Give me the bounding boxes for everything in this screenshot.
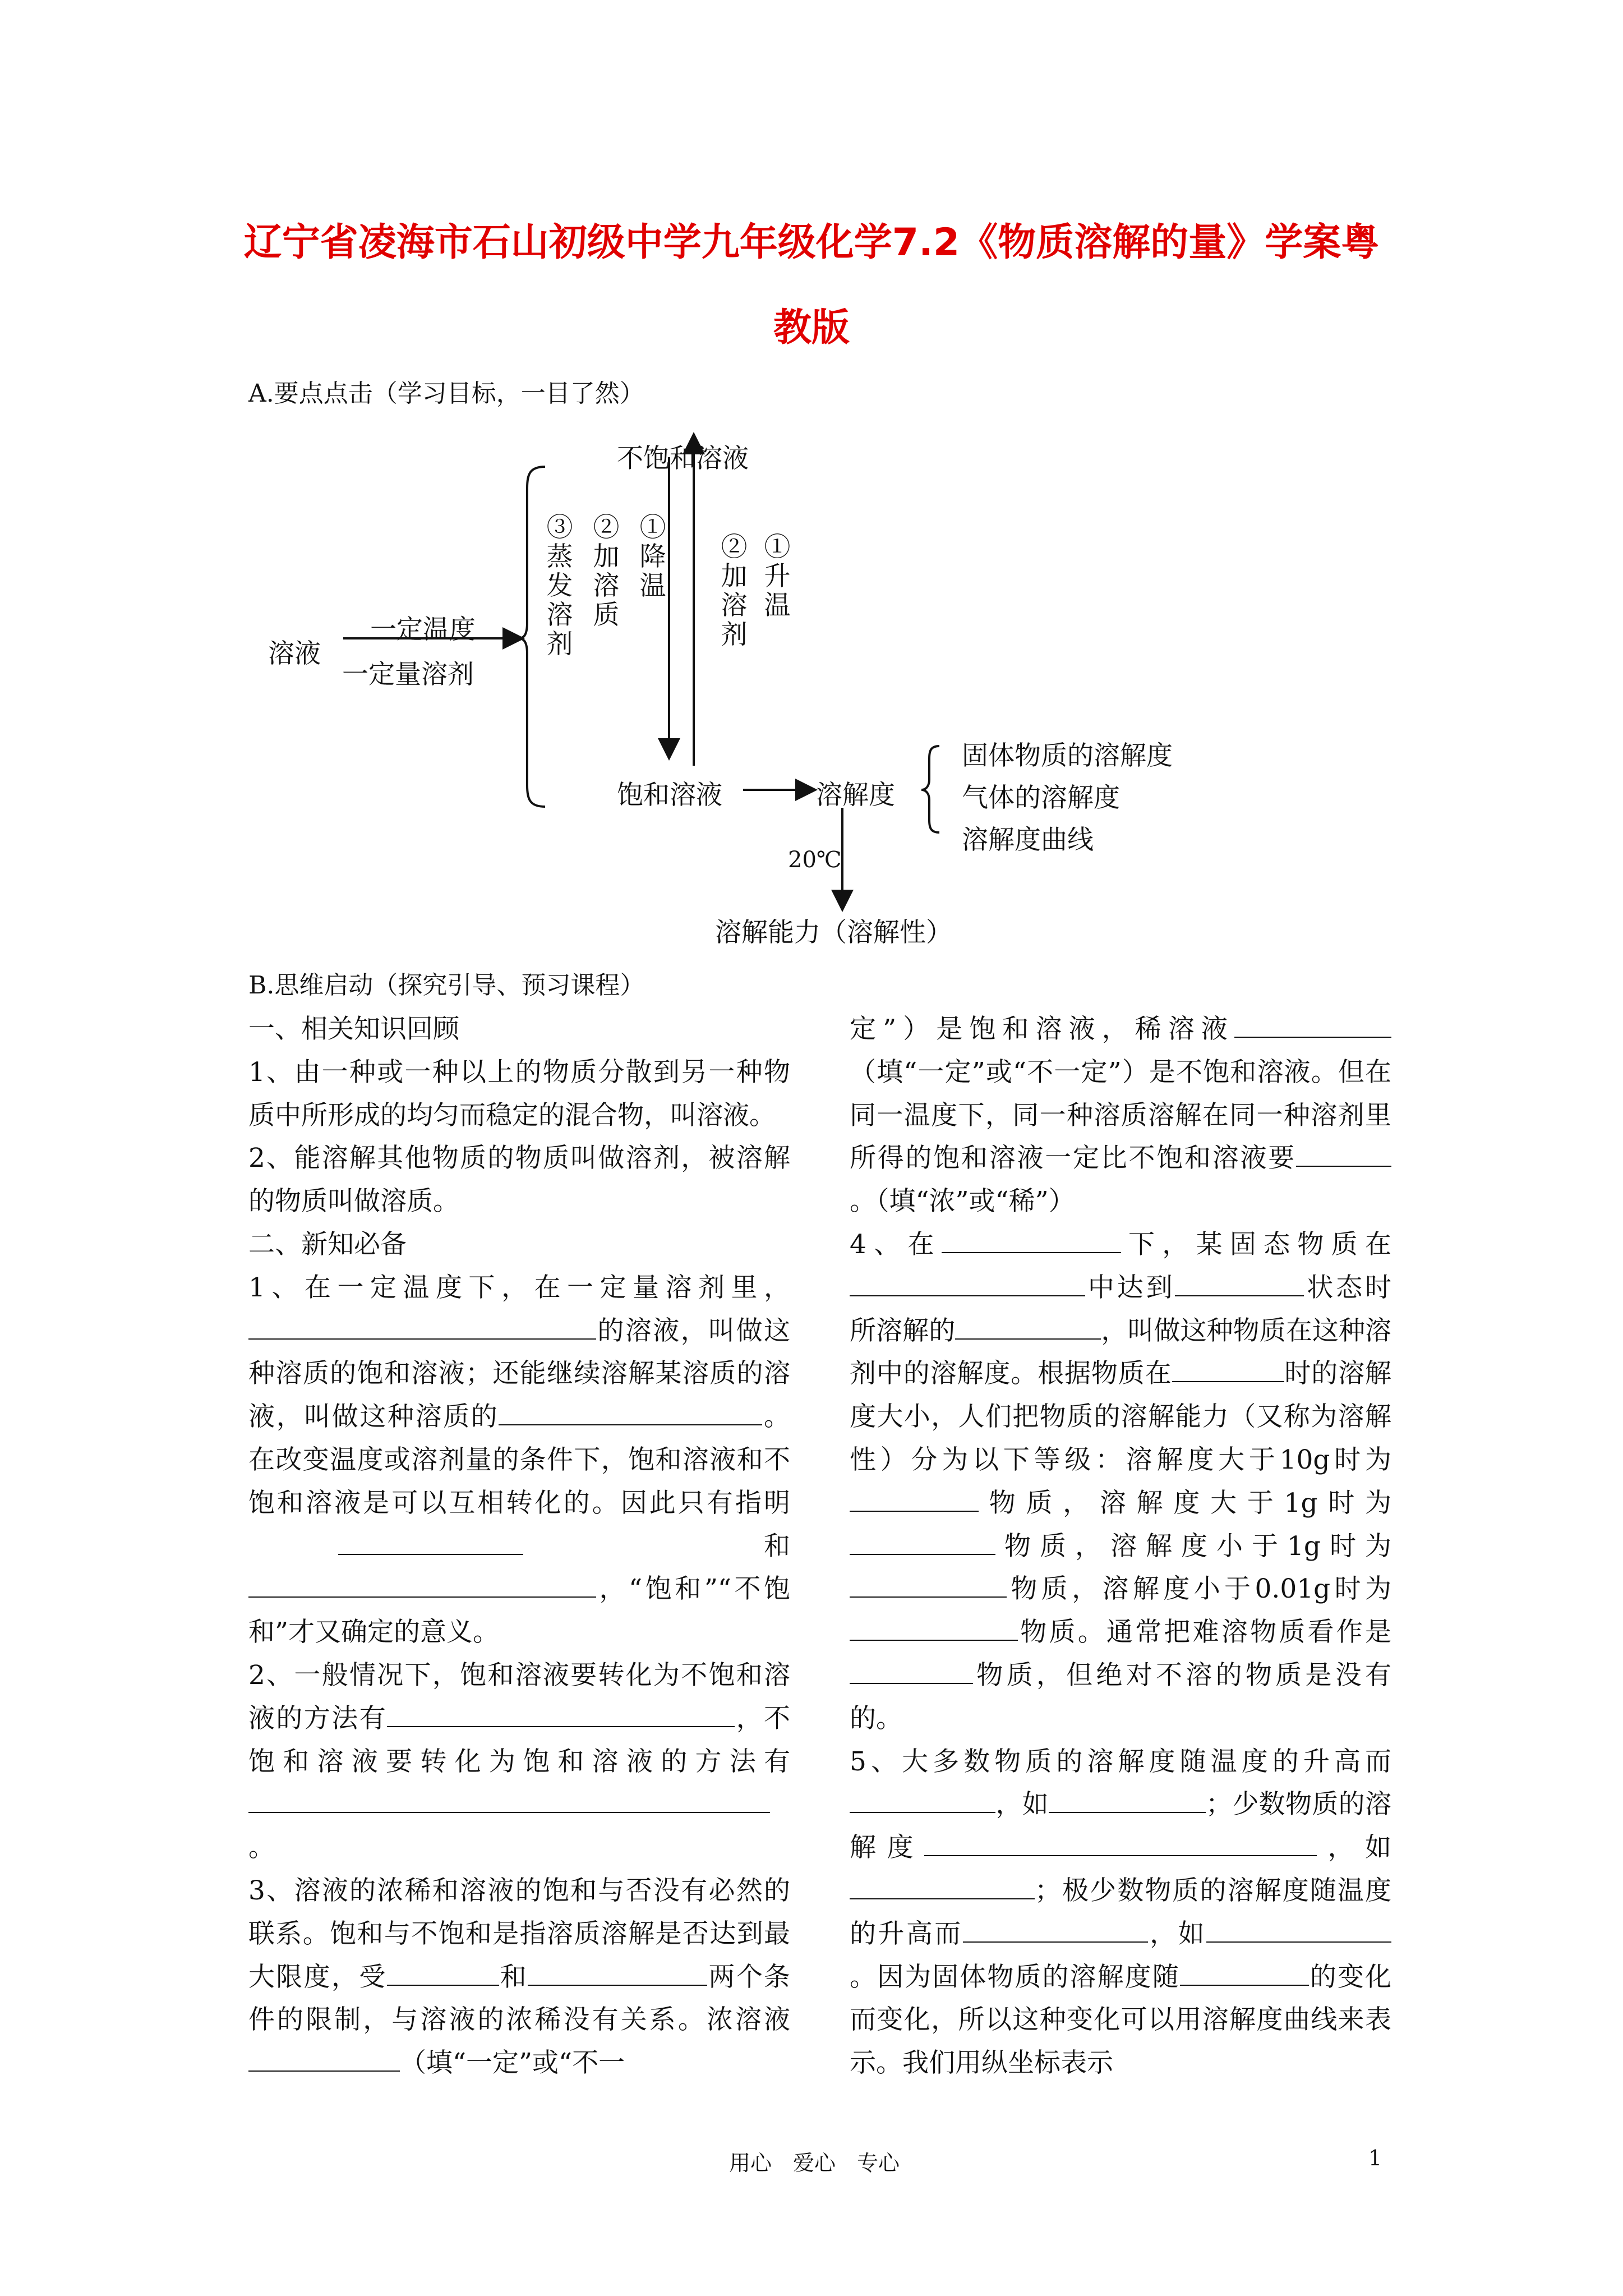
- fill-blank[interactable]: [850, 1271, 1085, 1296]
- node-solubility: 溶解度: [816, 780, 895, 811]
- page-number: 1: [1368, 2146, 1382, 2170]
- fill-blank[interactable]: [955, 1314, 1101, 1340]
- fill-blank[interactable]: [850, 1874, 1035, 1899]
- fill-blank[interactable]: [248, 2046, 400, 2072]
- section-a-heading: A.要点点击（学习目标，一目了然）: [248, 379, 644, 408]
- item-2-solvent-definition: 2、能溶解其他物质的物质叫做溶剂，被溶解的物质叫做溶质。: [248, 1143, 790, 1217]
- method-cool-down: ①降温: [639, 512, 666, 601]
- fill-blank[interactable]: [528, 1960, 707, 1986]
- method-add-solute: ②加溶质: [593, 512, 620, 631]
- node-solid-solubility: 固体物质的溶解度: [962, 740, 1173, 771]
- fill-blank[interactable]: [248, 1572, 596, 1598]
- method-add-solvent: ②加溶剂: [721, 532, 748, 650]
- small-brace: [921, 746, 939, 832]
- fill-blank[interactable]: [248, 1787, 770, 1813]
- fill-blank[interactable]: [1296, 1141, 1391, 1167]
- footer-motto: 用心 爱心 专心: [729, 2151, 900, 2175]
- document-title-line1: 辽宁省凌海市石山初级中学九年级化学7.2《物质溶解的量》学案粤: [243, 220, 1380, 265]
- item-2-conversion-methods: 2、一般情况下，饱和溶液要转化为不饱和溶液的方法有 ，不饱和溶液要转化为饱和溶液的方法有。: [248, 1659, 791, 1864]
- item-3-concentration-vs-saturation: 3、溶液的浓稀和溶液的饱和与否没有必然的联系。饱和与不饱和是指溶质溶解是否达到最大限度，受 和 两个条件的限制，与溶液的浓稀没有关系。浓溶液（填“一定”或“不一: [248, 1875, 791, 2079]
- left-column: [248, 1008, 790, 2085]
- node-unsaturated-solution: 不饱和溶液: [617, 443, 749, 474]
- fill-blank[interactable]: [963, 1917, 1148, 1943]
- method-heat-up: ①升温: [764, 532, 791, 621]
- right-column: [850, 1008, 1391, 2085]
- fill-blank[interactable]: [1206, 1917, 1391, 1943]
- fill-blank[interactable]: [850, 1615, 1018, 1641]
- label-fixed-solvent: 一定量溶剂: [342, 659, 474, 690]
- document-title-line2: 教版: [773, 306, 850, 350]
- fill-blank[interactable]: [1172, 1356, 1284, 1382]
- fill-blank[interactable]: [850, 1486, 979, 1512]
- fill-blank[interactable]: [1234, 1012, 1391, 1038]
- fill-blank[interactable]: [387, 1701, 735, 1727]
- method-evaporate-solvent: ③蒸发溶剂: [546, 512, 573, 660]
- heading-new-knowledge: 二、新知必备: [248, 1228, 407, 1260]
- fill-blank[interactable]: [387, 1960, 499, 1986]
- section-b-heading: B.思维启动（探究引导、预习课程）: [248, 971, 645, 1000]
- fill-blank[interactable]: [924, 1830, 1317, 1856]
- fill-blank[interactable]: [499, 1400, 762, 1425]
- node-gas-solubility: 气体的溶解度: [962, 783, 1120, 813]
- fill-blank[interactable]: [850, 1658, 973, 1684]
- label-20c: 20℃: [788, 847, 842, 873]
- item-3-continued: 定”）是饱和溶液，稀溶液（填“一定”或“不一定”）是不饱和溶液。但在同一温度下，同一种溶质溶解在同一种溶剂里所得的饱和溶液一定比不饱和溶液要。（填“浓”或“稀”）: [850, 1008, 1391, 1223]
- heading-review: 一、相关知识回顾: [248, 1014, 459, 1045]
- label-fixed-temperature: 一定温度: [370, 614, 476, 645]
- item-1-saturated-definition: 1、在一定温度下，在一定量溶剂里，的溶液，叫做这种溶质的饱和溶液；还能继续溶解某溶质的溶液，叫做这种溶质的 。在改变温度或溶剂量的条件下，饱和溶液和不饱和溶液是可以互相转化的。因此只有指明和，“饱和”“不饱和”才又确定的意义。: [248, 1272, 791, 1648]
- item-1-solution-definition: 1、由一种或一种以上的物质分散到另一种物质中所形成的均匀而稳定的混合物，叫溶液。: [248, 1056, 790, 1131]
- node-dissolving-ability: 溶解能力（溶解性）: [715, 917, 952, 948]
- fill-blank[interactable]: [850, 1787, 995, 1813]
- fill-blank[interactable]: [850, 1529, 995, 1555]
- fill-blank[interactable]: [248, 1314, 596, 1340]
- item-5-solubility-temperature: 5、大多数物质的溶解度随温度的升高而，如 ；少数物质的溶解度 ，如；极少数物质的溶解度随温度的升高而 ，如。因为固体物质的溶解度随 的变化而变化，所以这种变化可以用溶解度曲线来表示。我们用纵坐标表示: [850, 1746, 1392, 2079]
- big-brace: [519, 467, 545, 807]
- fill-blank[interactable]: [1175, 1271, 1304, 1296]
- node-solubility-curve: 溶解度曲线: [962, 825, 1094, 855]
- node-saturated-solution: 饱和溶液: [617, 780, 722, 811]
- fill-blank[interactable]: [338, 1529, 523, 1555]
- fill-blank[interactable]: [850, 1572, 1007, 1598]
- fill-blank[interactable]: [1180, 1960, 1309, 1986]
- fill-blank[interactable]: [1049, 1787, 1206, 1813]
- fill-blank[interactable]: [942, 1227, 1121, 1253]
- item-4-solubility-definition: 4、在 下，某固态物质在中达到 状态时所溶解的 ，叫做这种物质在这种溶剂中的溶解度。根据物质在 时的溶解度大小，人们把物质的溶解能力（又称为溶解性）分为以下等级：溶解度大于10g时为物质，溶解度大于1g时为物质，溶解度小于1g时为物质，溶解度小于0.01g时为物质。通常把难溶物质看作是物质，但绝对不溶的物质是没有的。: [850, 1223, 1391, 1741]
- node-solution: 溶液: [268, 638, 321, 669]
